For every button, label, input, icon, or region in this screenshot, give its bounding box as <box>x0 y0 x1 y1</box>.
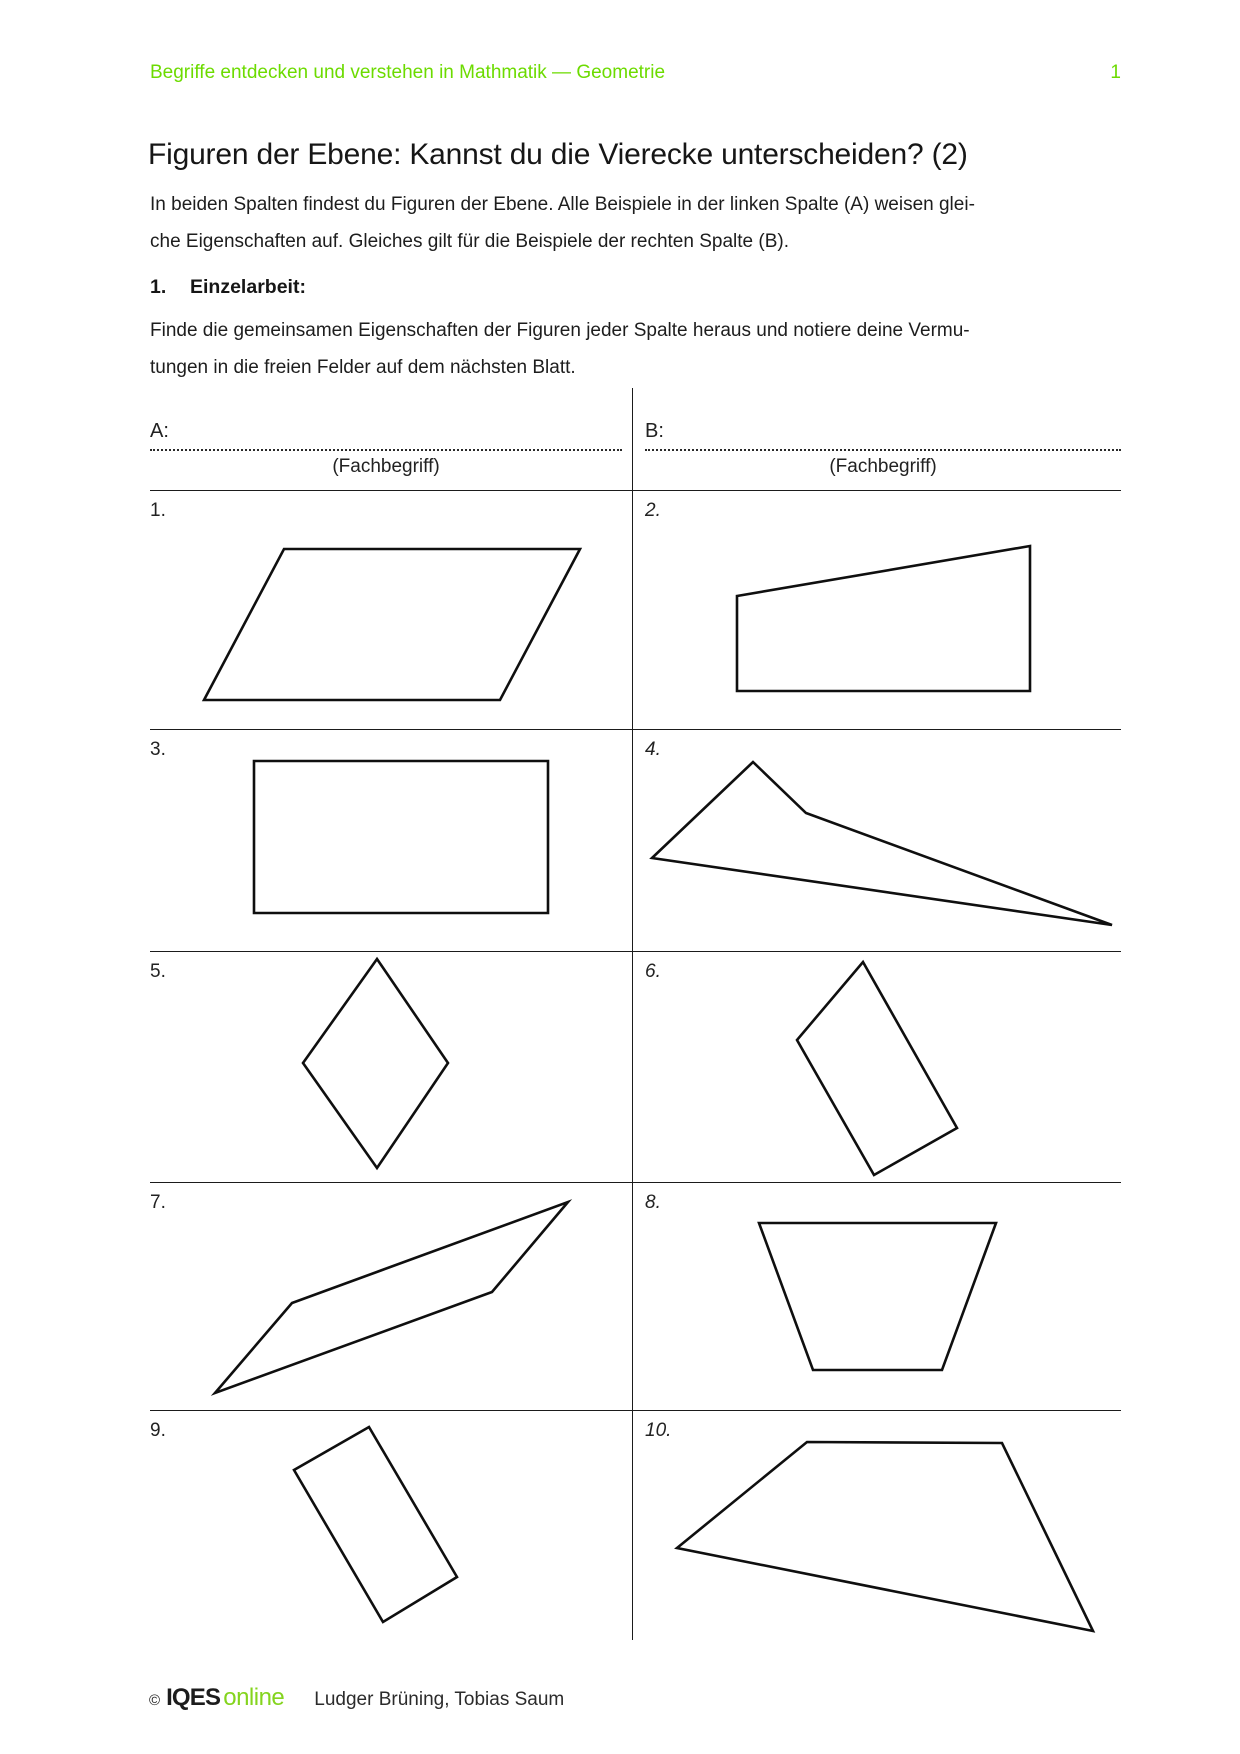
shape-trapezoid <box>759 1223 996 1370</box>
shape-rhombus <box>303 959 448 1168</box>
row-separator-line <box>150 729 1121 730</box>
cell-number-4: 4. <box>645 739 661 760</box>
shape-slanted-parallelogram <box>215 1202 568 1393</box>
column-a-label: A: <box>150 420 169 442</box>
intro-line-2: che Eigenschaften auf. Gleiches gilt für die Beispiele der rechten Spalte (B). <box>150 231 789 252</box>
cell-number-6: 6. <box>645 961 661 982</box>
column-b-subheading: (Fachbegriff) <box>829 456 937 477</box>
table-header-line <box>150 490 1121 491</box>
shape-rectangle <box>254 761 548 913</box>
cell-number-9: 9. <box>150 1420 166 1441</box>
iqes-logo-online: online <box>223 1684 285 1711</box>
cell-number-1: 1. <box>150 500 166 521</box>
task-line-1: Finde die gemeinsamen Eigenschaften der Figuren jeder Spalte heraus und notiere deine Vermu- <box>150 320 970 341</box>
column-b-label: B: <box>645 420 664 442</box>
cell-number-8: 8. <box>645 1192 661 1213</box>
column-b-header <box>645 420 1121 451</box>
cell-number-3: 3. <box>150 739 166 760</box>
cell-number-7: 7. <box>150 1192 166 1213</box>
column-a-subheading: (Fachbegriff) <box>332 456 440 477</box>
task-number: 1. <box>150 276 167 298</box>
column-divider-line <box>632 388 633 1640</box>
task-label: Einzelarbeit: <box>190 276 306 298</box>
page-footer <box>149 1684 564 1712</box>
intro-paragraph <box>150 186 975 260</box>
shape-tilted-quadrilateral <box>797 962 957 1175</box>
worksheet-title: Figuren der Ebene: Kannst du die Vierecke unterscheiden? (2) <box>148 138 968 171</box>
course-title: Begriffe entdecken und verstehen in Mathmatik — Geometrie <box>150 62 666 83</box>
shape-parallelogram <box>204 549 580 700</box>
shape-tilted-rectangle <box>294 1427 457 1622</box>
row-separator-line <box>150 951 1121 952</box>
iqes-logo: IQES <box>166 1684 221 1711</box>
shape-trapezoid-slanted-top <box>737 546 1030 691</box>
cell-number-10: 10. <box>645 1420 672 1441</box>
task-line-2: tungen in die freien Felder auf dem nächsten Blatt. <box>150 357 576 378</box>
task-heading <box>150 276 306 299</box>
cell-number-2: 2. <box>645 500 661 521</box>
authors-text: Ludger Brüning, Tobias Saum <box>314 1689 565 1710</box>
copyright-symbol: © <box>149 1692 161 1709</box>
intro-line-1: In beiden Spalten findest du Figuren der Ebene. Alle Beispiele in der linken Spalte (A) weisen glei- <box>150 194 975 215</box>
cell-number-5: 5. <box>150 961 166 982</box>
task-paragraph <box>150 312 970 386</box>
shape-concave-dart <box>652 762 1112 925</box>
column-a-header <box>150 420 622 451</box>
page-header <box>150 62 1121 84</box>
page-number: 1 <box>1110 62 1121 83</box>
shape-irregular-quadrilateral <box>677 1442 1093 1631</box>
row-separator-line <box>150 1182 1121 1183</box>
row-separator-line <box>150 1410 1121 1411</box>
